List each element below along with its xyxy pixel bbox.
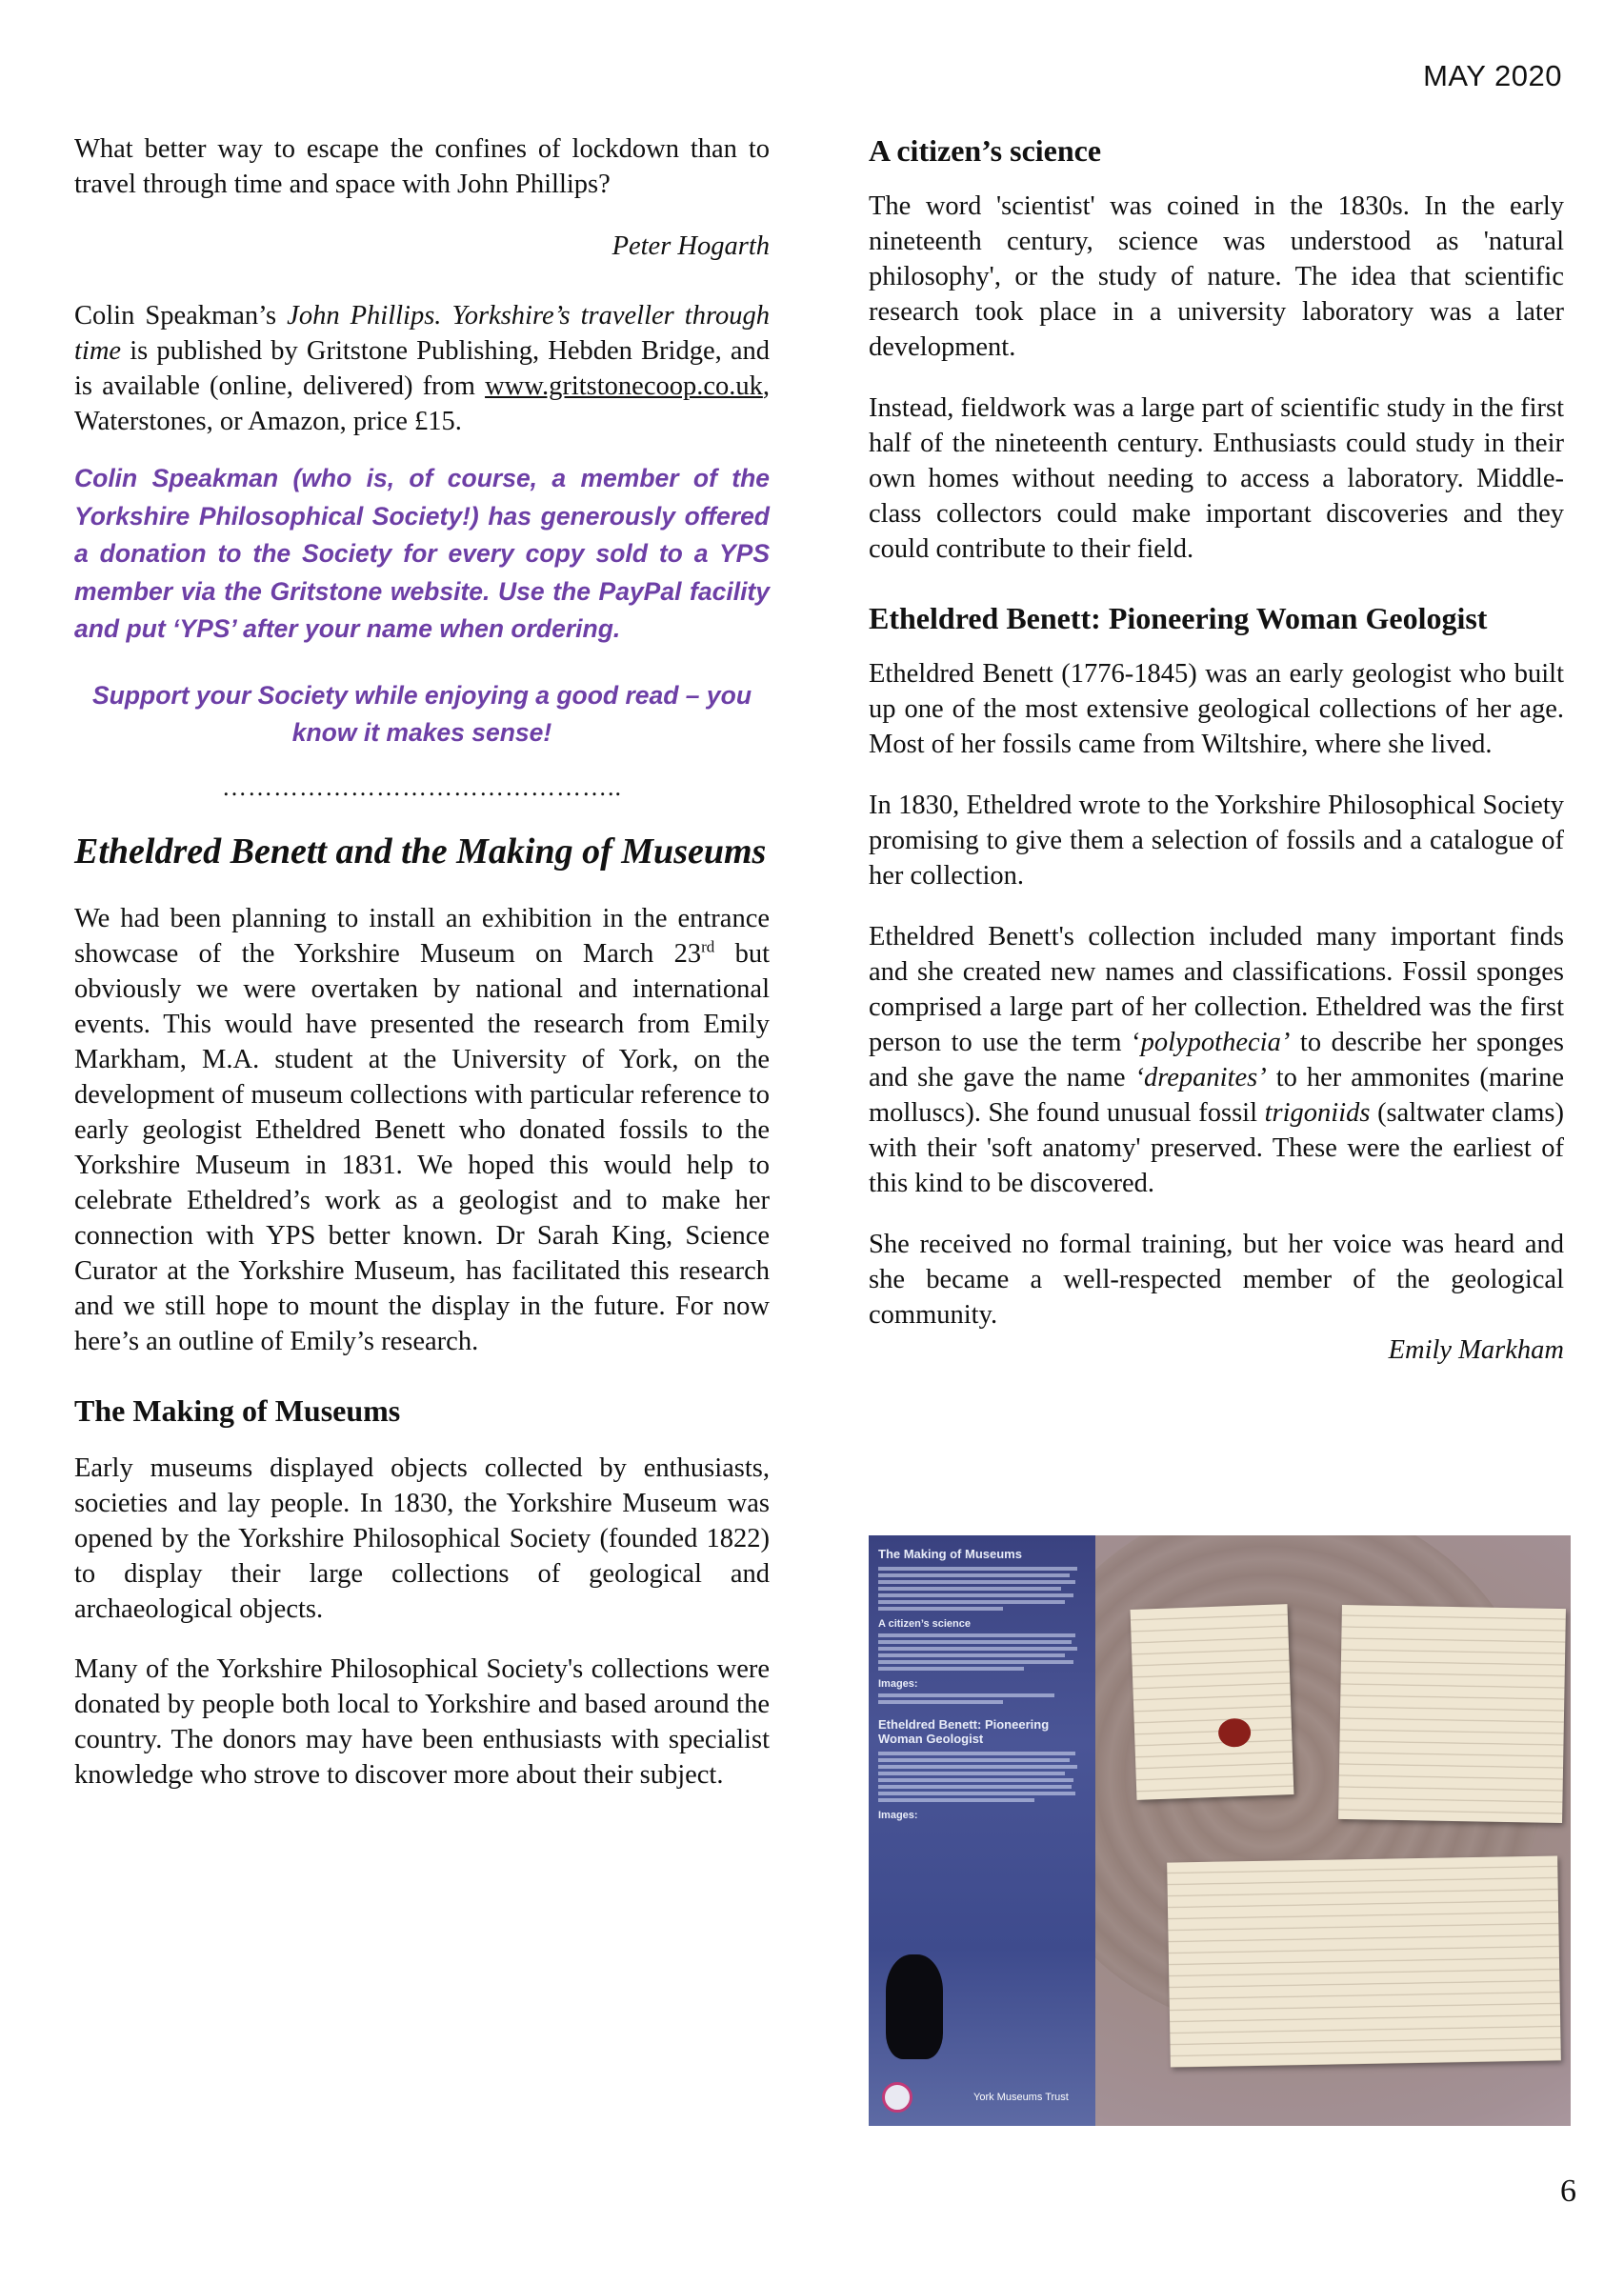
citizen-science-heading: A citizen’s science: [869, 133, 1102, 168]
poster-benett-heading: Etheldred Benett: Pioneering Woman Geologist: [878, 1717, 1050, 1746]
benett-paragraph-3: Etheldred Benett's collection included many important finds and she created new names and classifications. Fossil sponges comprised a large part of her collection. Etheldred was the first person to use the term ‘polypothecia’ to describe her sponges and she gave the name ‘drepanites’ to her ammonites (marine molluscs). She found unusual fossil trigoniids (saltwater clams) with their 'soft anatomy' preserved. These were the earliest of this kind to be discovered.: [869, 922, 1564, 1198]
citizen-science-paragraph-1: The word 'scientist' was coined in the 1830s. In the early nineteenth century, science was understood as 'natural philosophy', or the study of nature. The idea that scientific research took place in a university laboratory was a later development.: [869, 191, 1564, 362]
yps-logo-icon: [882, 2082, 912, 2113]
benett-paragraph-4: She received no formal training, but her voice was heard and she became a well-respected member of the geological community.: [869, 1230, 1564, 1330]
making-of-museums-paragraph-2: Many of the Yorkshire Philosophical Society's collections were donated by people both local to Yorkshire and based around the country. The donors may have been enthusiasts with specialist knowledge who strove to discover more about their subject.: [74, 1653, 770, 1790]
letter-document-2: [1338, 1605, 1566, 1823]
exhibition-poster: The Making of Museums A citizen’s science Images: Etheldred Benett: Pioneering Woman Geologist Images: York Museums Trust: [869, 1535, 1095, 2126]
section-divider: ………………………………………..: [222, 772, 622, 801]
left-column: [74, 131, 770, 1793]
letter-document-1: [1131, 1604, 1294, 1800]
york-museums-trust-logo: York Museums Trust: [973, 2092, 1069, 2103]
making-of-museums-paragraph-1: Early museums displayed objects collected by enthusiasts, societies and lay people. In 1830, the Yorkshire Museum was opened by the Yorkshire Philosophical Society (founded 1822) to display their large collections of geological and archaeological objects.: [74, 1453, 770, 1624]
intro-signature: Peter Hogarth: [612, 231, 770, 261]
article-signature: Emily Markham: [1388, 1335, 1564, 1365]
poster-subheading: A citizen’s science: [878, 1618, 972, 1630]
promo-donation: Colin Speakman (who is, of course, a member of the Yorkshire Philosophical Society!) has generously offered a donation to the Society for every copy sold to a YPS member via the Gritstone website. Use the PayPal facility and put ‘YPS’ after your name when ordering.: [74, 464, 770, 643]
letter-document-3: [1167, 1855, 1561, 2067]
article-intro-paragraph: We had been planning to install an exhibition in the entrance showcase of the Yorkshire Museum on March 23rd but obviously we were overtaken by national and international events. This would have presented the research from Emily Markham, M.A. student at the University of York, on the development of museum collections with particular reference to early geologist Etheldred Benett who donated fossils to the Yorkshire Museum in 1831. We hoped this would help to celebrate Etheldred’s work as a geologist and to make her connection with YPS better known. Dr Sarah King, Science Curator at the Yorkshire Museum, has facilitated this research and we still hope to mount the display in the future. For now here’s an outline of Emily’s research.: [74, 903, 771, 1356]
benett-paragraph-2: In 1830, Etheldred wrote to the Yorkshire Philosophical Society promising to give them a selection of fossils and a catalogue of her collection.: [869, 791, 1564, 891]
book-title: John Phillips. Yorkshire’s traveller through time: [74, 301, 770, 366]
poster-title: The Making of Museums: [878, 1547, 1022, 1561]
issue-date: MAY 2020: [1423, 59, 1562, 92]
page-number: 6: [1560, 2174, 1576, 2209]
citizen-science-paragraph-2: Instead, fieldwork was a large part of scientific study in the first half of the nineteenth century. Enthusiasts could study in their own homes without needing to access a laboratory. Middle-class collectors could make important discoveries and they could contribute to their field.: [869, 393, 1564, 564]
promo-support: Support your Society while enjoying a good read – you know it makes sense!: [91, 680, 752, 747]
intro-paragraph: What better way to escape the confines of lockdown than to travel through time and space with John Phillips?: [74, 134, 770, 199]
exhibition-panel-photo: [869, 1535, 1571, 2126]
benett-silhouette: [886, 1954, 943, 2059]
article-title: Etheldred Benett and the Making of Museums: [74, 831, 767, 872]
benett-paragraph-1: Etheldred Benett (1776-1845) was an early geologist who built up one of the most extensive geological collections of her age. Most of her fossils came from Wiltshire, where she lived.: [869, 659, 1564, 759]
wax-seal: [1218, 1718, 1252, 1748]
poster-text-block: [878, 1567, 1086, 1611]
benett-heading: Etheldred Benett: Pioneering Woman Geologist: [869, 601, 1488, 635]
book-paragraph: Colin Speakman’s John Phillips. Yorkshire’s traveller through time is published by Gritstone Publishing, Hebden Bridge, and is available (online, delivered) from www.gritstonecoop.co.uk, Waterstones, or Amazon, price £15.: [74, 301, 770, 436]
right-column: [869, 131, 1564, 1368]
gritstone-link[interactable]: www.gritstonecoop.co.uk: [485, 371, 763, 401]
making-of-museums-heading: The Making of Museums: [74, 1392, 401, 1428]
